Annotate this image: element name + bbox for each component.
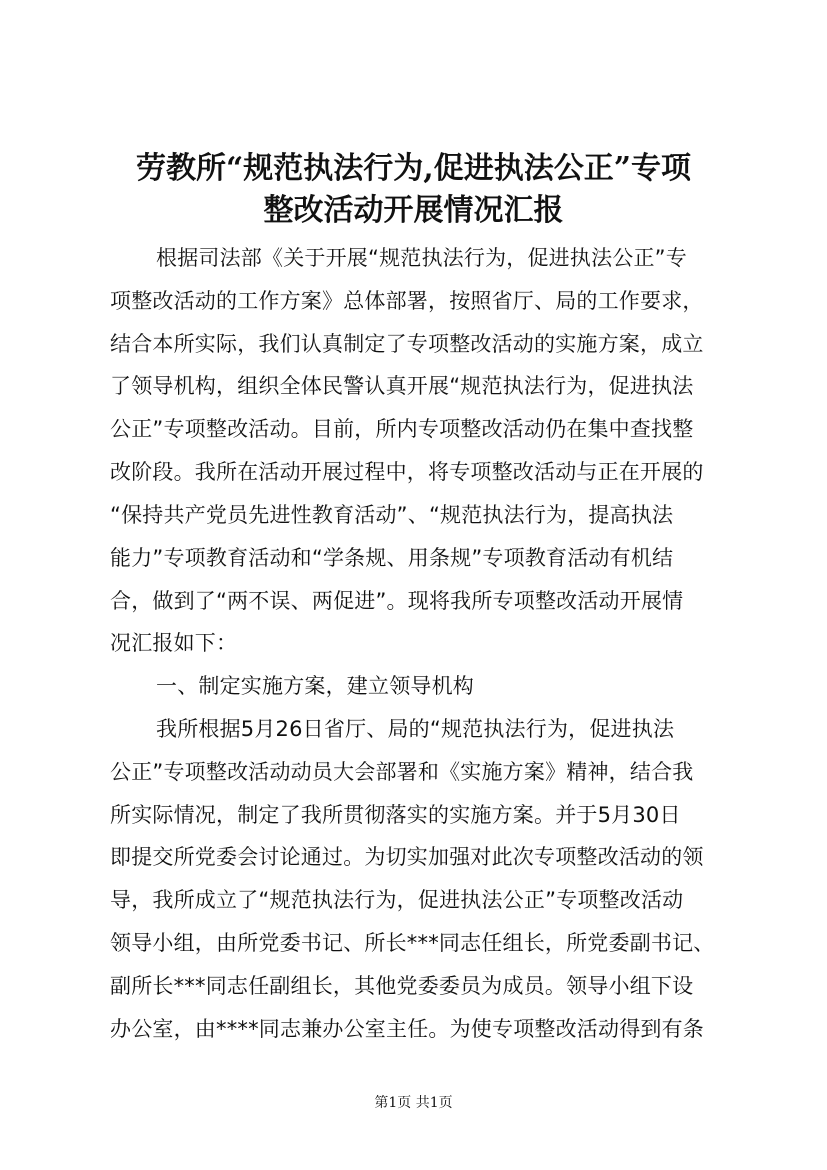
document-title (90, 148, 737, 232)
body-line: 导，我所成立了“规范执法行为，促进执法公正”专项整改活动 (110, 888, 684, 912)
body-line: 改阶段。我所在活动开展过程中，将专项整改活动与正在开展的 (110, 460, 704, 484)
body-line: 结合本所实际，我们认真制定了专项整改活动的实施方案，成立 (110, 332, 704, 356)
body-line: 合，做到了“两不误、两促进”。现将我所专项整改活动开展情 (110, 589, 684, 613)
body-line: 项整改活动的工作方案》总体部署，按照省厅、局的工作要求， (110, 289, 704, 313)
title-line-1: 劳教所“规范执法行为,促进执法公正”专项 (136, 151, 691, 186)
body-line: 领导小组，由所党委书记、所长***同志任组长，所党委副书记、 (110, 931, 715, 955)
body-line: “保持共产党员先进性教育活动”、“规范执法行为，提高执法 (110, 503, 674, 527)
body-line: 我所根据5月26日省厅、局的“规范执法行为，促进执法 (156, 717, 675, 741)
page-footer: 第1页 共1页 (374, 1095, 453, 1111)
body-line: 能力”专项教育活动和“学条规、用条规”专项教育活动有机结 (110, 546, 674, 570)
section-heading: 一、制定实施方案，建立领导机构 (156, 674, 474, 698)
title-line-2: 整改活动开展情况汇报 (263, 193, 564, 228)
body-line: 副所长***同志任副组长，其他党委委员为成员。领导小组下设 (110, 974, 694, 998)
body-line: 即提交所党委会讨论通过。为切实加强对此次专项整改活动的领 (110, 845, 704, 869)
body-line: 况汇报如下： (110, 631, 238, 655)
body-line: 公正”专项整改活动动员大会部署和《实施方案》精神，结合我 (110, 760, 694, 784)
body-line: 公正”专项整改活动。目前，所内专项整改活动仍在集中查找整 (110, 417, 694, 441)
body-line: 了领导机构，组织全体民警认真开展“规范执法行为，促进执法 (110, 374, 694, 398)
body-line: 所实际情况，制定了我所贯彻落实的实施方案。并于5月30日 (110, 803, 681, 827)
body-line: 根据司法部《关于开展“规范执法行为，促进执法公正”专 (156, 246, 687, 270)
body-line: 办公室，由****同志兼办公室主任。为使专项整改活动得到有条 (110, 1017, 704, 1041)
